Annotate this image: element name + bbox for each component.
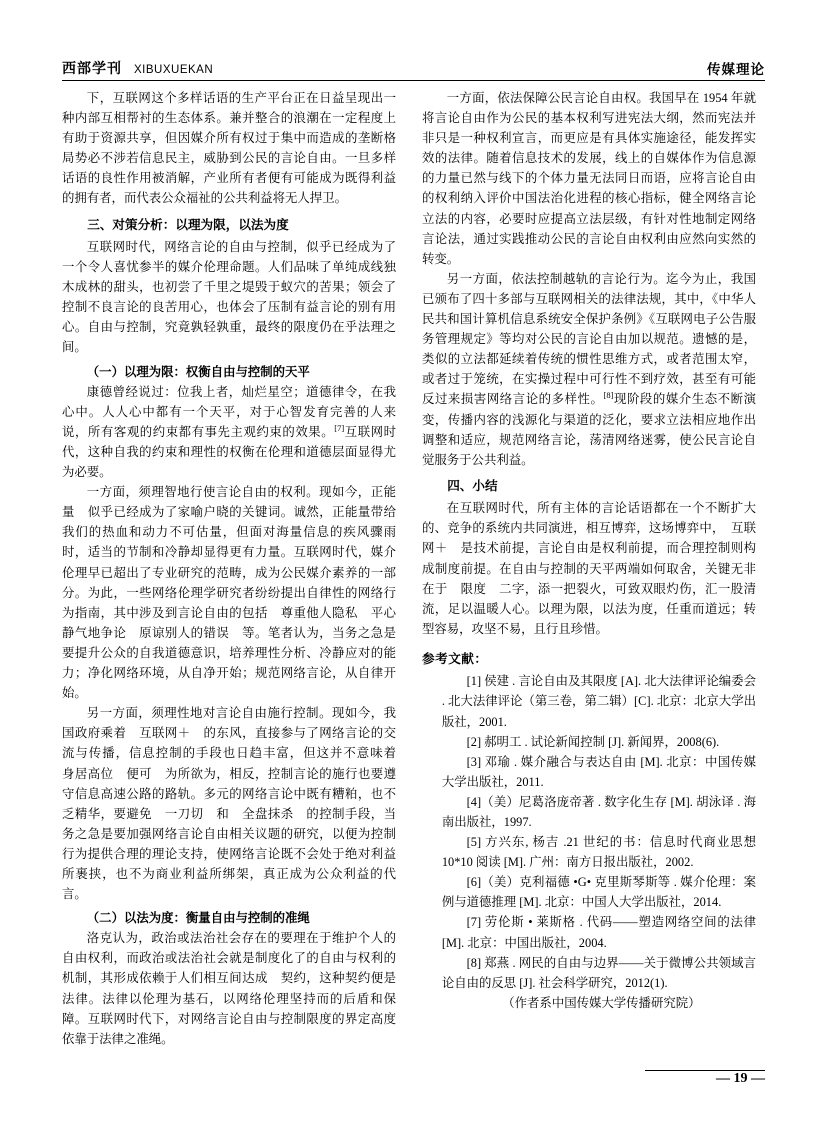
paragraph-text-tail: 现阶段的媒介生态不断演变，传播内容的浅源化与渠道的泛化，要求立法相应地作出调整和适应，规范网络言论，荡清网络迷雾，使公民言论自觉服务于公共利益。 (422, 392, 757, 467)
paragraph-text-tail: 互联网时代，这种自我的约束和理性的权衡在伦理和道德层面显得尤为必要。 (62, 424, 397, 480)
paragraph: 在互联网时代，所有主体的言论话语都在一个不断扩大的、竞争的系统内共同演进，相互博弈，这场博弈中， 互联网＋ 是技术前提，言论自由是权利前提，而合理控制则构成制度前提。在自由与控制的天平两端如何取舍，关键无非在于 限度 二字，添一把裂火，可致双眼灼伤，汇一股清流，足以温暖人心。以理为限，以法为度，任重而道远；转型容易，攻坚不易，且行且珍惜。 (422, 501, 756, 636)
left-column (62, 88, 409, 1053)
paragraph: 一方面，须理智地行使言论自由的权利。现如今，正能量 似乎已经成为了家喻户晓的关键词。诚然，正能量带给我们的热血和动力不可估量，但面对海量信息的疾风骤雨时，适当的节制和冷静却显得更有力量。互联网时代，媒介伦理早已超出了专业研究的范畴，成为公民媒介素养的一部分。为此，一些网络伦理学研究者纷纷提出自律性的网络行为指南，其中涉及到言论自由的包括 尊重他人隐私 平心静气地争论 原谅别人的错误 等。笔者认为，当务之急是要提升公众的自我道德意识，培养理性分析、冷静应对的能力；净化网络环境，从自净开始；规范网络言论，从自律开始。 (62, 485, 396, 701)
paragraph: 一方面，依法保障公民言论自由权。我国早在 1954 年就将言论自由作为公民的基本权利写进宪法大纲，然而宪法并非只是一种权利宣言，而更应是有具体实施途径，能发挥实效的法律。随着信息技术的发展，线上的自媒体作为信息源的力量已然与线下的个体力量无法同日而语，应将言论自由的权利纳入评价中国法治化进程的核心指标，健全网络言论立法的内容，必要时应提高立法层级，有针对性地制定网络言论法，通过实践推动公民的言论自由权利由应然向实然的转变。 (422, 91, 756, 266)
paragraph-text: 康德曾经说过：位我上者，灿烂星空；道德律令，在我心中。人人心中都有一个天平，对于心智发育完善的人来说，所有客观的约束都有事先主观约束的效果。 (62, 384, 396, 439)
journal-name-en: XIBUXUEKAN (134, 64, 214, 76)
reference-item: [7] 劳伦斯 • 莱斯格 . 代码——塑造网络空间的法律 [M]. 北京：中国出版社，2004. (441, 915, 756, 950)
reference-item: [6]（美）克利福德 •G• 克里斯琴斯等 . 媒介伦理：案例与道德推理 [M]. 北京：中国人大学出版社，2014. (441, 875, 756, 910)
right-column (422, 88, 756, 1053)
page-number: — 19 — (716, 1071, 765, 1086)
subsection-heading-3-1: （一）以理为限：权衡自由与控制的天平 (86, 364, 310, 379)
paragraph: 洛克认为，政治或法治社会存在的要理在于维护个人的自由权利，而政治或法治社会就是制度化了的自由与权利的机制，其形成依赖于人们相互间达成 契约，这种契约便是法律。法律以伦理为基石，以网络伦理坚持而的后盾和保障。互联网时代下，对网络言论自由与控制限度的界定高度依靠于法律之准绳。 (62, 931, 396, 1046)
reference-item: [5] 方兴东, 杨吉 .21 世纪的书：信息时代商业思想 10*10 阅读 [M]. 广州：南方日报出版社，2002. (441, 835, 756, 870)
paragraph: 下，互联网这个多样话语的生产平台正在日益呈现出一种内部互相帮衬的生态体系。兼并整合的浪潮在一定程度上有助于资源共享，但因媒介所有权过于集中而造成的垄断格局势必不涉若信息民主，威胁到公民的言论自由。一旦多样话语的良性作用被消解，产业所有者便有可能成为既得利益的拥有者，而代表公众福祉的公共利益将无人捍卫。 (62, 91, 396, 206)
reference-item: [4]（美）尼葛洛庞帝著 . 数字化生存 [M]. 胡泳译 . 海南出版社，1997. (441, 794, 756, 829)
section-heading-4: 四、小结 (447, 478, 498, 493)
page-header (62, 56, 765, 78)
paragraph: 另一方面，须理性地对言论自由施行控制。现如今，我国政府乘着 互联网＋ 的东风，直接参与了网络言论的交流与传播，信息控制的手段也日趋丰富，但这并不意味着 身居高位 便可 为所欲为，相反，控制言论的施行也要遵守信息高速公路的路轨。多元的网络言论中既有糟粕，也不乏精华，要避免 一刀切 和 全盘抹杀 的控制手段，当务之急是要加强网络言论自由相关议题的研究，以便为控制行为提供合理的理论支持，使网络言论既不会处于绝对利益所裹挟，也不为商业利益所绑架，真正成为公众利益的代言。 (62, 706, 409, 902)
subsection-heading-3-2: （二）以法为度：衡量自由与控制的准绳 (86, 911, 310, 926)
header-rule (62, 80, 765, 81)
reference-item: [3] 邓瑜 . 媒介融合与表达自由 [M]. 北京：中国传媒大学出版社，2011. (441, 754, 756, 789)
references-heading: 参考文献： (422, 651, 488, 666)
paragraph-text: 另一方面，依法控制越轨的言论行为。迄今为止，我国已颁布了四十多部与互联网相关的法律法规，其中，《中华人民共和国计算机信息系统安全保护条例》《互联网电子公告服务管理规定》等均对公民的言论自由加以规范。遗憾的是，类似的立法都延续着传统的惯性思维方式，或者范围太窄，或者过于笼统，在实操过程中可行性不到疗效，甚至有可能反过来损害网络言论的多样性。 (422, 271, 756, 407)
header-section-title: 传媒理论 (707, 62, 765, 77)
section-heading-3: 三、对策分析：以理为限，以法为度 (87, 217, 289, 232)
journal-name-cn: 西部学刊 (62, 62, 122, 77)
footnote-marker-7: [7] (334, 422, 345, 433)
header-journal (62, 58, 213, 78)
reference-item: [8] 郑燕 . 网民的自由与边界——关于微博公共领域言论自由的反思 [J]. 社会科学研究，2012(1). (441, 955, 756, 990)
footnote-marker-8: [8] (603, 390, 614, 401)
reference-item: [1] 侯建 . 言论自由及其限度 [A]. 北大法律评论编委会 . 北大法律评论（第三卷，第二辑）[C]. 北京：北京大学出版社，2001. (441, 674, 756, 729)
paragraph-with-footnote (422, 269, 756, 470)
paragraph-with-footnote (62, 382, 396, 483)
reference-item: [2] 郝明工 . 试论新闻控制 [J]. 新闻界，2008(6). (466, 734, 720, 749)
author-affiliation-note: （作者系中国传媒大学传播研究院） (502, 995, 701, 1010)
paragraph: 互联网时代，网络言论的自由与控制，似乎已经成为了一个令人喜忧参半的媒介伦理命题。人们品味了单纯成线独木成林的甜头，也初尝了千里之堤毁于蚁穴的苦果；领会了控制不良言论的良苦用心，也体会了压制有益言论的别有用心。自由与控制，究竟孰轻孰重，最终的限度仍在乎法理之间。 (62, 239, 396, 355)
article-body (62, 88, 765, 1053)
